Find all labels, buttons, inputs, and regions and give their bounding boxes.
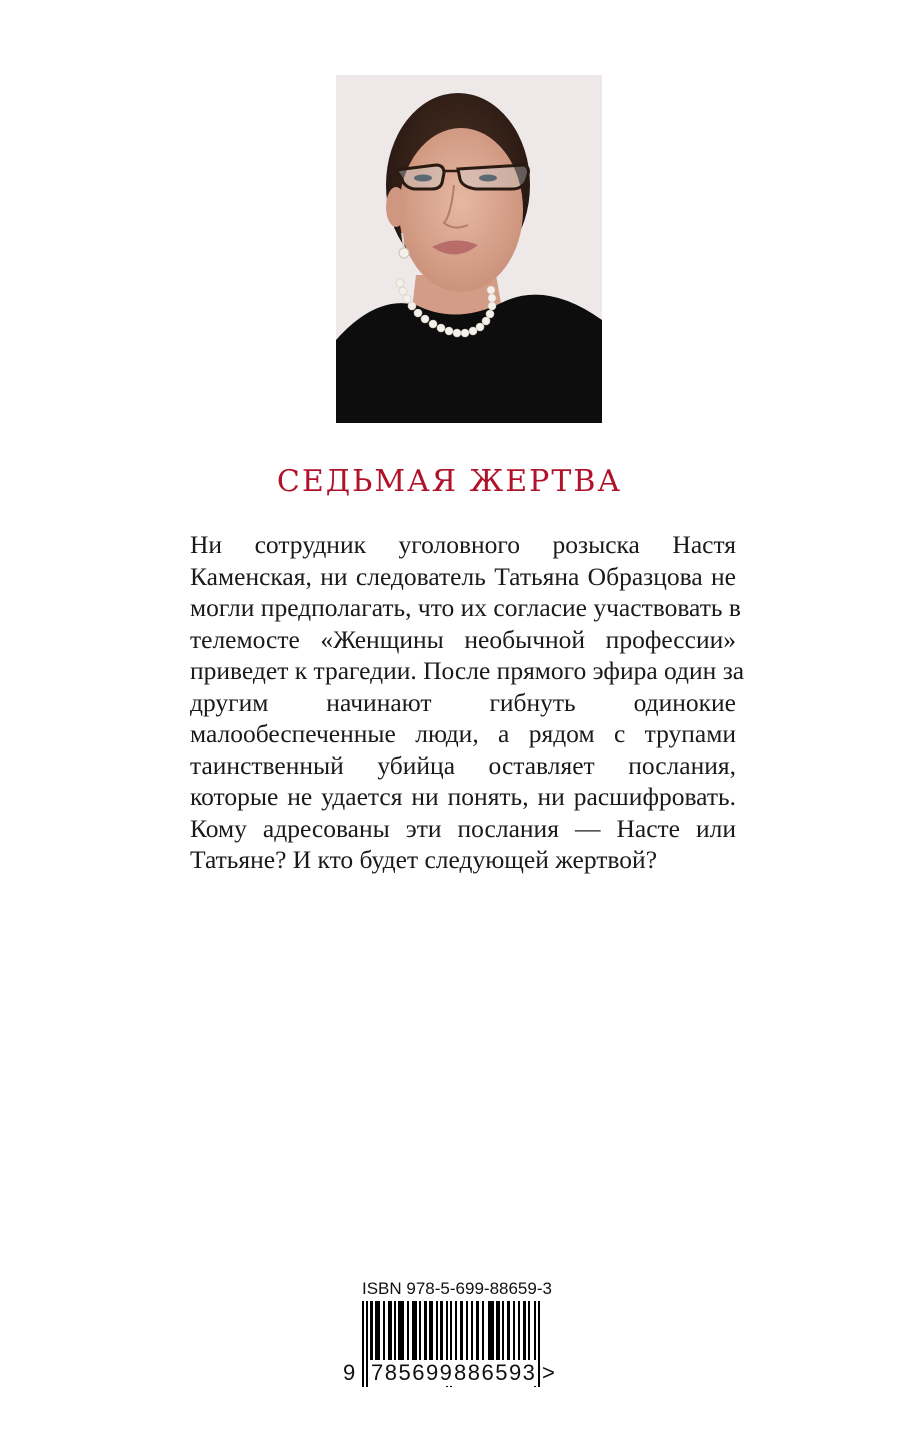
barcode-left-digits: 785699 (371, 1360, 454, 1385)
isbn-label: ISBN 978-5-699-88659-3 (362, 1279, 552, 1298)
annotation-line: которые не удается ни понять, ни расшифровать. (190, 782, 736, 811)
book-annotation (190, 529, 745, 876)
barcode-first-digit: 9 (343, 1360, 356, 1385)
author-photo (336, 75, 602, 423)
annotation-line: Ни сотрудник уголовного розыска Настя (190, 530, 736, 559)
annotation-line: другим начинают гибнуть одинокие (190, 687, 736, 717)
portrait-illustration (336, 75, 602, 423)
annotation-line: таинственный убийца оставляет послания, (190, 750, 736, 780)
annotation-line: малообеспеченные люди, а рядом с трупами (190, 719, 736, 748)
annotation-line: приведет к трагедии. После прямого эфира один за (190, 656, 745, 685)
annotation-line: могли предполагать, что их согласие участвовать в (190, 593, 741, 622)
barcode-quiet-zone-arrow: > (542, 1360, 555, 1385)
annotation-line: Кому адресованы эти послания — Насте или (190, 813, 736, 843)
barcode-right-digits: 886593 (454, 1360, 537, 1385)
annotation-line: Каменская, ни следователь Татьяна Образцова не (190, 561, 736, 591)
annotation-line: телемосте «Женщины необычной профессии» (190, 624, 736, 654)
book-title: СЕДЬМАЯ ЖЕРТВА (276, 464, 623, 499)
annotation-line: Татьяне? И кто будет следующей жертвой? (190, 845, 658, 874)
